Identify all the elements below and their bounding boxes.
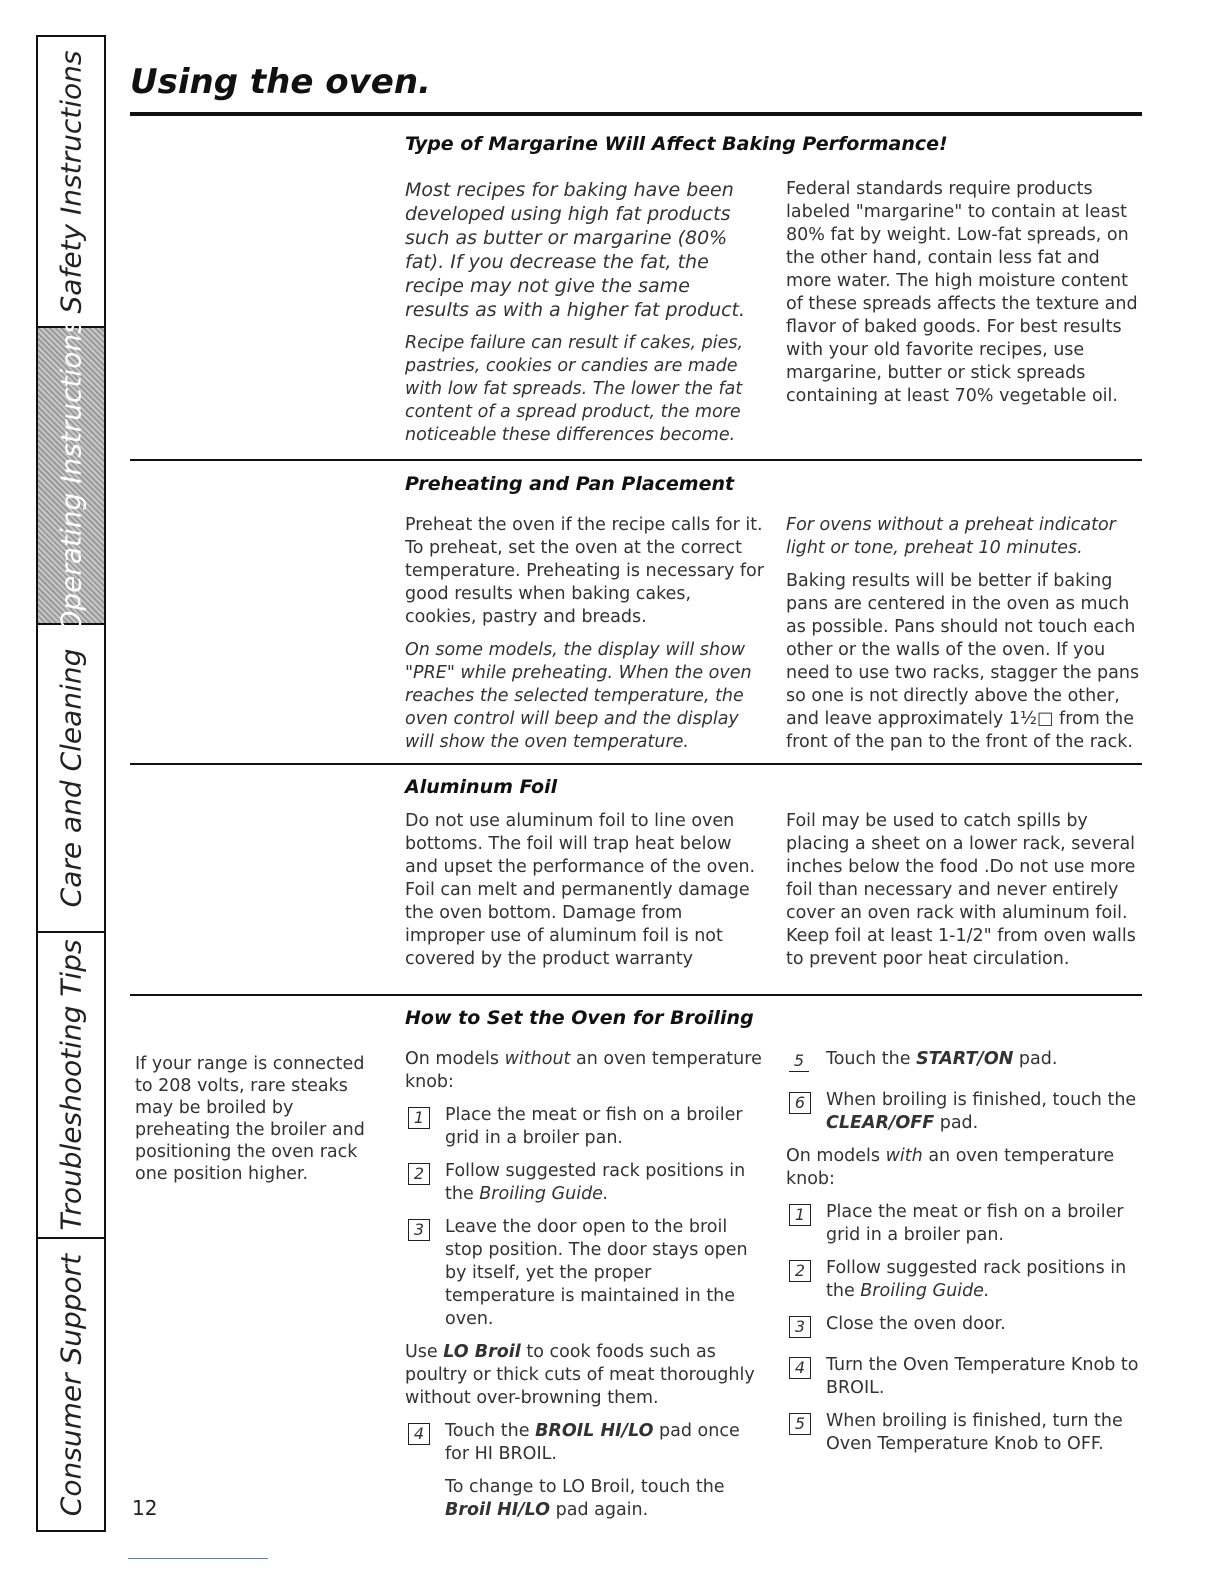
tab-consumer-support[interactable] (38, 1239, 104, 1530)
tab-label: Consumer Support (54, 1253, 88, 1516)
margarine-main-text: Most recipes for baking have been developed using high fat products such as butter or margarine (80% fat). If you decrease the fat, the recipe may not give the same results as with a higher fat product. (405, 179, 746, 321)
step-number: 3 (408, 1219, 430, 1241)
section-heading-margarine: Type of Margarine Will Affect Baking Performance! (405, 133, 948, 155)
tab-troubleshooting-tips[interactable] (38, 933, 104, 1239)
tab-operating-instructions[interactable] (38, 318, 104, 633)
margarine-standards-text: Federal standards require products labeled "margarine" to contain at least 80% fat by weight. Low-fat spreads, on the other hand, contain less fat and more water. The high moisture content of these spreads affects the texture and flavor of baked goods. For best results with your old favorite recipes, use margarine, butter or stick spreads containing at least 70% vegetable oil. (786, 179, 1138, 406)
knob-step-5: 5 When broiling is finished, turn the Oven Temperature Knob to OFF. (786, 1410, 1146, 1456)
without-knob-intro: On models without an oven temperature knob: (405, 1049, 762, 1092)
voltage-side-note: If your range is connected to 208 volts, rare steaks may be broiled by preheating the broiler and positioning the oven rack one position higher. (135, 1054, 365, 1184)
step-number: 5 (789, 1051, 809, 1072)
tab-label: Care and Cleaning (54, 648, 88, 908)
foil-left-column (405, 810, 765, 981)
knob-step-3: 3 Close the oven door. (786, 1313, 1146, 1336)
step-number: 3 (789, 1316, 811, 1338)
broil-step-1: 1 Place the meat or fish on a broiler grid in a broiler pan. (405, 1104, 765, 1150)
section-divider (130, 994, 1142, 996)
tab-safety-instructions[interactable] (38, 37, 104, 328)
with-knob-intro: On models with an oven temperature knob: (786, 1146, 1115, 1189)
broil-step-5: 5 Touch the START/ON pad. (786, 1048, 1146, 1071)
broil-step-2: 2 Follow suggested rack positions in the Broiling Guide. (405, 1160, 765, 1206)
step-number: 5 (789, 1413, 811, 1435)
broil-step-6: 6 When broiling is finished, touch the CLEAR/OFF pad. (786, 1089, 1146, 1135)
tab-label: Operating Instructions (54, 318, 88, 633)
title-divider (130, 112, 1142, 116)
pan-placement-text: Baking results will be better if baking pans are centered in the oven as much as possible. Pans should not touch each other or the walls of the oven. If you need to use two racks, stagger the pans so one is not directly above the other, and leave approximately 1½□ from the front of the pan to the front of the rack. (786, 571, 1140, 752)
sidebar-nav (36, 35, 106, 1532)
step-number: 4 (789, 1357, 811, 1379)
preheat-left-column (405, 514, 765, 764)
tab-care-and-cleaning[interactable] (38, 625, 104, 933)
step-number: 2 (408, 1163, 430, 1185)
foil-warning-text: Do not use aluminum foil to line oven bottoms. The foil will trap heat below and upset the performance of the oven. Foil can melt and permanently damage the oven bottom. Damage from improper use of aluminum foil is not covered by the product warranty (405, 811, 756, 969)
broil-step-4: 4 Touch the BROIL HI/LO pad once for HI BROIL. (405, 1420, 765, 1466)
step-number: 1 (789, 1204, 811, 1226)
foil-right-column (786, 810, 1146, 981)
section-heading-foil: Aluminum Foil (405, 776, 558, 798)
step-number: 4 (408, 1423, 430, 1445)
step-number: 6 (789, 1092, 811, 1114)
step-number: 1 (408, 1107, 430, 1129)
margarine-left-column (405, 178, 755, 457)
footer-rule (128, 1558, 268, 1559)
foil-usage-text: Foil may be used to catch spills by placing a sheet on a lower rack, several inches below the food .Do not use more foil than necessary and never entirely cover an oven rack with aluminum foil. Keep foil at least 1-1/2" from oven walls to prevent poor heat circulation. (786, 811, 1136, 969)
margarine-note: Recipe failure can result if cakes, pies, pastries, cookies or candies are made with low fat spreads. The lower the fat content of a spread product, the more noticeable these differences become. (405, 333, 744, 445)
section-divider (130, 763, 1142, 765)
section-heading-preheating: Preheating and Pan Placement (405, 473, 735, 495)
lo-broil-note: Use LO Broil to cook foods such as poultry or thick cuts of meat thoroughly without over-browning them. (405, 1342, 755, 1408)
broil-with-knob-column (786, 1048, 1146, 1466)
page-number: 12 (132, 1496, 158, 1520)
step-number: 2 (789, 1260, 811, 1282)
tab-label: Troubleshooting Tips (54, 939, 88, 1231)
knob-step-4: 4 Turn the Oven Temperature Knob to BROIL. (786, 1354, 1146, 1400)
margarine-right-column (786, 178, 1146, 418)
preheat-time-note: For ovens without a preheat indicator light or tone, preheat 10 minutes. (786, 515, 1116, 558)
preheat-display-note: On some models, the display will show "PRE" while preheating. When the oven reaches the selected temperature, the oven control will beep and the display will show the oven temperature. (405, 640, 752, 752)
tab-label: Safety Instructions (54, 50, 88, 313)
broil-without-knob-column (405, 1048, 765, 1532)
section-divider (130, 459, 1142, 461)
page-title: Using the oven. (130, 62, 431, 102)
preheat-main-text: Preheat the oven if the recipe calls for it. To preheat, set the oven at the correct temperature. Preheating is necessary for good results when baking cakes, cookies, pastry and breads. (405, 515, 764, 627)
knob-step-1: 1 Place the meat or fish on a broiler grid in a broiler pan. (786, 1201, 1146, 1247)
broil-step-3: 3 Leave the door open to the broil stop position. The door stays open by itself, yet the proper temperature is maintained in the oven. (405, 1216, 765, 1331)
knob-step-2: 2 Follow suggested rack positions in the Broiling Guide. (786, 1257, 1146, 1303)
section-heading-broiling: How to Set the Oven for Broiling (405, 1007, 754, 1029)
broil-step-4-lo: To change to LO Broil, touch the Broil HI/LO pad again. (445, 1477, 725, 1520)
preheat-right-column (786, 514, 1146, 764)
